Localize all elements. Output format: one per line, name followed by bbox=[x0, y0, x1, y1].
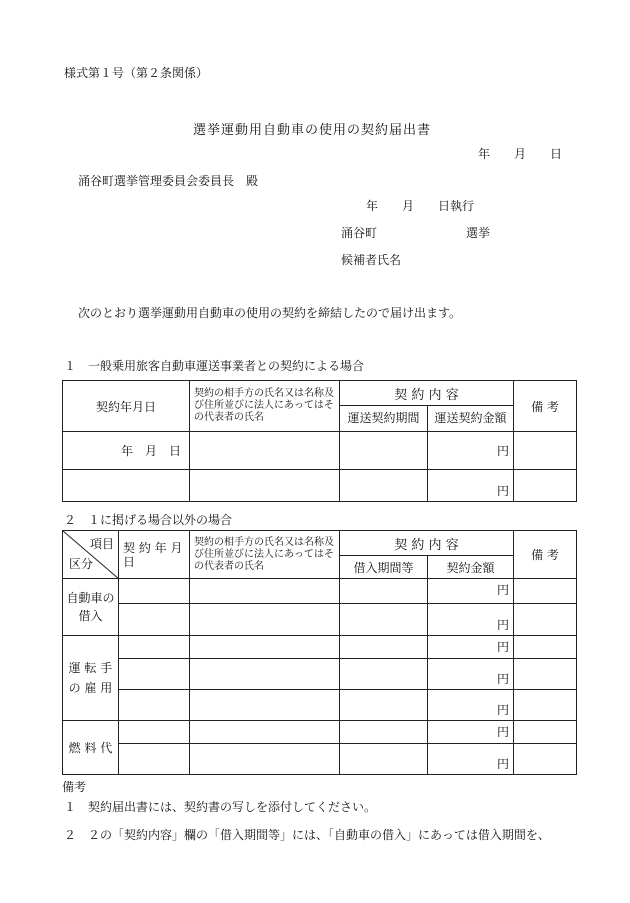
s1-row1-date[interactable]: 年 月 日 bbox=[63, 432, 190, 470]
s1-col-party bbox=[190, 381, 340, 432]
section1-heading: １ 一般乗用旅客自動車運送事業者との契約による場合 bbox=[64, 359, 365, 373]
s2-fuel-r2-party[interactable] bbox=[190, 744, 340, 775]
s2-drv-r3-date[interactable] bbox=[119, 690, 190, 721]
s2-col-period: 借入期間等 bbox=[340, 556, 428, 579]
election-label: 選挙 bbox=[466, 226, 491, 240]
s2-fuel-r1-remarks[interactable] bbox=[514, 721, 577, 744]
s2-car-r1-period[interactable] bbox=[340, 579, 428, 604]
s2-col-amount: 契約金額 bbox=[428, 556, 514, 579]
s2-fuel-r2-date[interactable] bbox=[119, 744, 190, 775]
intro-text: 次のとおり選挙運動用自動車の使用の契約を締結したので届け出ます。 bbox=[78, 306, 462, 320]
s2-col-party-text: 契約の相手方の氏名又は名称及び住所並びに法人にあってはその代表者の氏名 bbox=[194, 536, 334, 572]
s2-car-r1-remarks[interactable] bbox=[514, 579, 577, 604]
s2-fuel-r2-remarks[interactable] bbox=[514, 744, 577, 775]
town-label: 涌谷町 bbox=[341, 226, 378, 240]
addressee: 涌谷町選挙管理委員会委員長 殿 bbox=[78, 174, 259, 188]
s2-car-r2-party[interactable] bbox=[190, 604, 340, 636]
s2-cat-fuel: 燃 料 代 bbox=[63, 721, 119, 775]
s2-drv-r2-date[interactable] bbox=[119, 659, 190, 690]
s2-drv-r3-period[interactable] bbox=[340, 690, 428, 721]
s2-drv-r2-party[interactable] bbox=[190, 659, 340, 690]
s2-car-r2-period[interactable] bbox=[340, 604, 428, 636]
s1-row1-remarks[interactable] bbox=[514, 432, 577, 470]
section2-table bbox=[62, 530, 577, 775]
s2-car-r1-party[interactable] bbox=[190, 579, 340, 604]
s2-drv-r3-remarks[interactable] bbox=[514, 690, 577, 721]
s1-row2-amount[interactable]: 円 bbox=[428, 470, 514, 502]
s1-col-contract: 契 約 内 容 bbox=[340, 381, 514, 406]
s2-fuel-r2-amount[interactable]: 円 bbox=[428, 744, 514, 775]
s2-col-item: 項目 bbox=[89, 537, 114, 551]
s1-row2-period[interactable] bbox=[340, 470, 428, 502]
s2-fuel-r1-period[interactable] bbox=[340, 721, 428, 744]
s2-drv-r1-period[interactable] bbox=[340, 636, 428, 659]
s2-car-r1-amount[interactable]: 円 bbox=[428, 579, 514, 604]
s1-col-party-text: 契約の相手方の氏名又は名称及び住所並びに法人にあってはその代表者の氏名 bbox=[194, 388, 334, 423]
s2-col-remarks: 備 考 bbox=[514, 531, 577, 579]
s1-col-remarks: 備 考 bbox=[514, 381, 577, 432]
s2-car-r2-amount[interactable]: 円 bbox=[428, 604, 514, 636]
page-title: 選挙運動用自動車の使用の契約届出書 bbox=[193, 123, 432, 138]
s2-car-r2-remarks[interactable] bbox=[514, 604, 577, 636]
s2-car-r1-date[interactable] bbox=[119, 579, 190, 604]
s2-col-contract: 契 約 内 容 bbox=[340, 531, 514, 556]
s2-cat-car: 自動車の借入 bbox=[63, 579, 119, 636]
s1-row2-party[interactable] bbox=[190, 470, 340, 502]
s2-drv-r1-party[interactable] bbox=[190, 636, 340, 659]
form-number: 様式第１号（第２条関係） bbox=[64, 66, 209, 80]
s2-fuel-r1-amount[interactable]: 円 bbox=[428, 721, 514, 744]
s2-drv-r2-remarks[interactable] bbox=[514, 659, 577, 690]
s2-drv-r2-amount[interactable]: 円 bbox=[428, 659, 514, 690]
section1-table bbox=[62, 380, 577, 502]
s2-col-category: 区分 bbox=[69, 557, 94, 571]
s2-fuel-r1-party[interactable] bbox=[190, 721, 340, 744]
s2-corner-cell bbox=[63, 531, 119, 579]
s1-row1-party[interactable] bbox=[190, 432, 340, 470]
s1-row1-amount[interactable]: 円 bbox=[428, 432, 514, 470]
s2-drv-r1-date[interactable] bbox=[119, 636, 190, 659]
s2-fuel-r2-period[interactable] bbox=[340, 744, 428, 775]
candidate-label: 候補者氏名 bbox=[341, 253, 402, 267]
s2-drv-r2-period[interactable] bbox=[340, 659, 428, 690]
s2-col-party bbox=[190, 531, 340, 579]
note-2: ２ ２の「契約内容」欄の「借入期間等」には、「自動車の借入」にあっては借入期間を、 bbox=[64, 828, 550, 842]
s2-col-date: 契 約 年 月 日 bbox=[119, 531, 190, 579]
s2-drv-r3-amount[interactable]: 円 bbox=[428, 690, 514, 721]
s1-col-date: 契約年月日 bbox=[63, 381, 190, 432]
s1-col-amount: 運送契約金額 bbox=[428, 406, 514, 432]
s1-row2-date[interactable] bbox=[63, 470, 190, 502]
election-date: 年 月 日執行 bbox=[366, 199, 475, 213]
s1-row2-remarks[interactable] bbox=[514, 470, 577, 502]
s1-row1-period[interactable] bbox=[340, 432, 428, 470]
s2-drv-r1-amount[interactable]: 円 bbox=[428, 636, 514, 659]
s2-drv-r3-party[interactable] bbox=[190, 690, 340, 721]
s2-car-r2-date[interactable] bbox=[119, 604, 190, 636]
notes-heading: 備考 bbox=[62, 780, 87, 794]
s2-drv-r1-remarks[interactable] bbox=[514, 636, 577, 659]
s2-cat-driver: 運 転 手の 雇 用 bbox=[63, 636, 119, 721]
s1-col-period: 運送契約期間 bbox=[340, 406, 428, 432]
section2-heading: ２ １に掲げる場合以外の場合 bbox=[64, 513, 233, 527]
note-1: １ 契約届出書には、契約書の写しを添付してください。 bbox=[64, 800, 377, 814]
s2-fuel-r1-date[interactable] bbox=[119, 721, 190, 744]
date-line: 年 月 日 bbox=[478, 147, 563, 161]
